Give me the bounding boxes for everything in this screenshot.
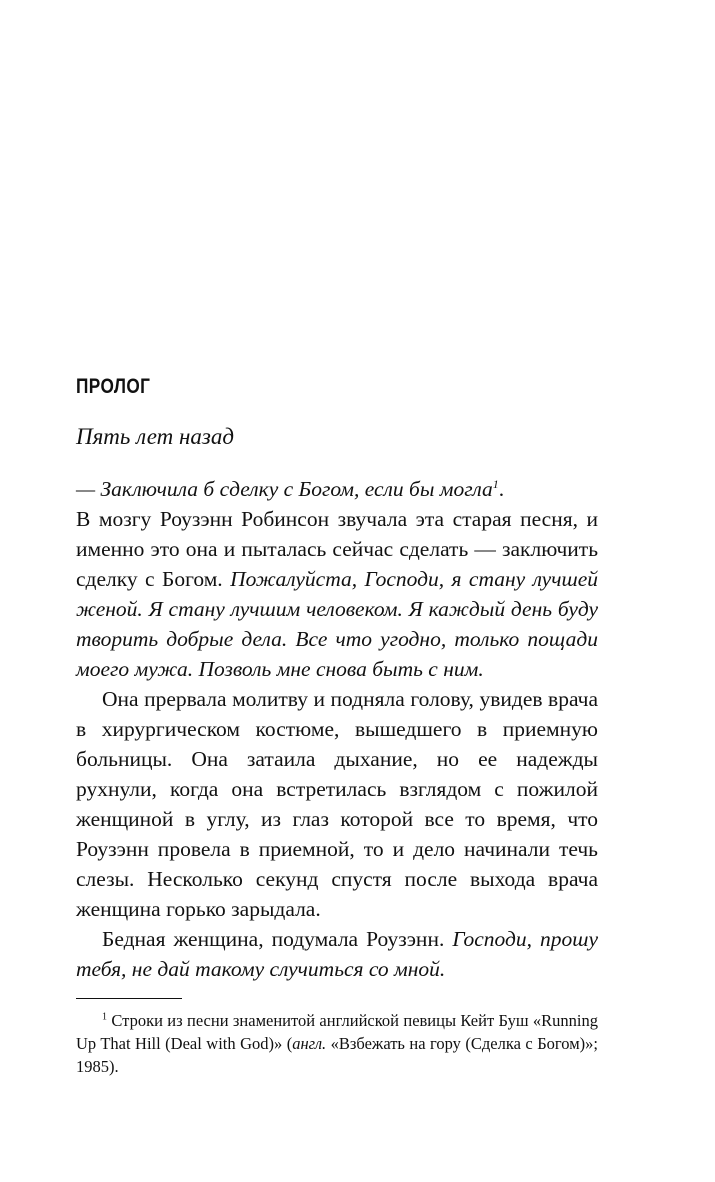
paragraph-1-text: В мозгу Роузэнн Робинсон звучала эта старая песня, и именно это она и пыталась сейчас сделать — заключить сделку с Богом. xyxy=(76,507,598,591)
lyric-text: — Заключила б сделку с Богом, если бы могла xyxy=(76,477,493,501)
paragraph-1 xyxy=(76,504,598,684)
paragraph-3-prayer: Господи, прошу тебя, не дай такому случиться со мной. xyxy=(76,927,598,981)
paragraph-3 xyxy=(76,924,598,984)
chapter-heading: ПРОЛОГ xyxy=(76,375,151,398)
lyric-period: . xyxy=(498,477,505,501)
paragraph-1-prayer: Пожалуйста, Господи, я стану лучшей женой. Я стану лучшим человеком. Я каждый день буду творить добрые дела. Все что угодно, только пощади моего мужа. Позволь мне снова быть с ним. xyxy=(76,567,598,681)
footnote-lang-abbr: англ. xyxy=(292,1034,327,1053)
footnote-text-b: «Взбежать на гору (Сделка с Богом)»; 1985). xyxy=(76,1034,598,1076)
book-page xyxy=(76,372,598,1078)
paragraph-2: Она прервала молитву и подняла голову, увидев врача в хирургическом костюме, вышедшего в приемную больницы. Она затаила дыхание, но ее надежды рухнули, когда она встретилась взглядом с пожилой женщиной в углу, из глаз которой все то время, что Роузэнн провела в приемной, то и дело начинали течь слезы. Несколько секунд спустя после выхода врача женщина горько зарыдала. xyxy=(76,687,598,921)
paragraph-3-text: Бедная женщина, подумала Роузэнн. xyxy=(102,927,453,951)
chapter-body xyxy=(76,474,598,984)
footnote xyxy=(76,1009,598,1078)
footnote-text-a: Строки из песни знаменитой английской певицы Кейт Буш «Running Up That Hill (Deal with God)» ( xyxy=(76,1011,598,1053)
footnote-divider xyxy=(76,998,182,999)
chapter-subtitle: Пять лет назад xyxy=(76,424,235,449)
lyric-line xyxy=(76,474,598,504)
footnote-ref: 1 xyxy=(492,476,499,491)
footnote-mark: 1 xyxy=(102,1011,107,1023)
